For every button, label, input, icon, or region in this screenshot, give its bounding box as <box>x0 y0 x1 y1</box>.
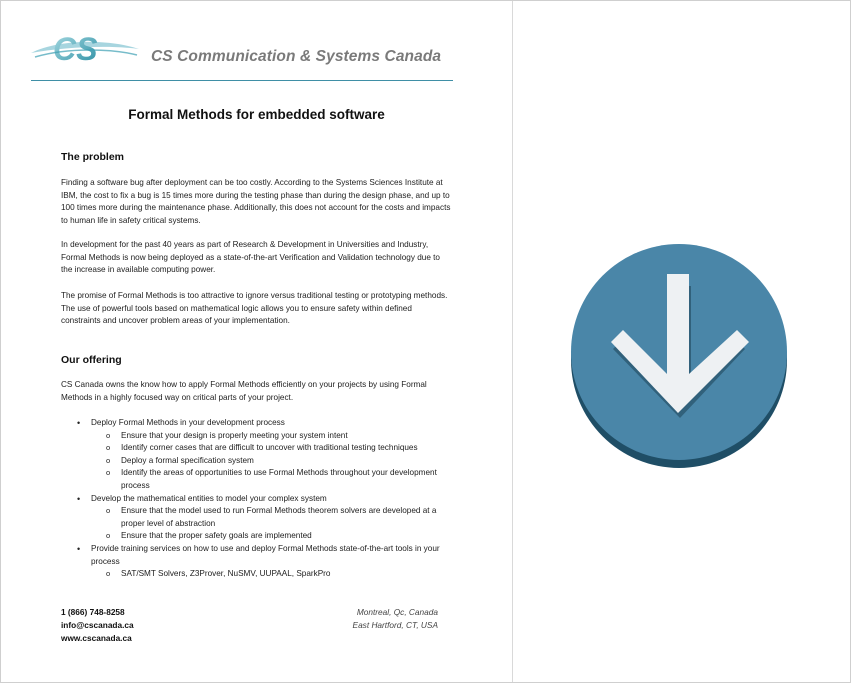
list-item: • Provide training services on how to use and deploy Formal Methods state-of-the-art tools in your process <box>61 543 451 568</box>
offering-list <box>61 417 451 581</box>
problem-paragraph-3: The promise of Formal Methods is too attractive to ignore versus traditional testing or prototyping methods. The use of powerful tools based on mathematical logic allows you to ensure safety within defined constraints and uncover problem areas of your implementation. <box>61 291 448 326</box>
location-east-hartford: East Hartford, CT, USA <box>352 620 438 631</box>
problem-paragraph-2: In development for the past 40 years as part of Research & Development in Universities and Industry, Formal Methods is now being deployed as a state-of-the-art Verification and Validation technology due to the increase in available computing power. <box>61 240 440 275</box>
website-url: www.cscanada.ca <box>61 633 132 644</box>
sub-list-item: o Identify corner cases that are difficult to uncover with traditional testing techniques <box>61 442 451 455</box>
cs-logo <box>29 29 141 69</box>
sub-list-item: o SAT/SMT Solvers, Z3Prover, NuSMV, UUPAAL, SparkPro <box>61 568 451 581</box>
header-rule <box>31 80 453 81</box>
sub-list-item: o Deploy a formal specification system <box>61 455 451 468</box>
document-title: Formal Methods for embedded software <box>128 107 385 122</box>
company-name: CS Communication & Systems Canada <box>151 48 442 65</box>
document-page <box>1 1 512 682</box>
problem-paragraph-1: Finding a software bug after deployment can be too costly. According to the Systems Sciences Institute at IBM, the cost to fix a bug is 15 times more during the testing phase than during the design phase, and up to 100 times more during the maintenance phase. Additionally, this does not account for the costs and impacts to human life in safety critical systems. <box>61 178 451 225</box>
offering-intro: CS Canada owns the know how to apply Formal Methods efficiently on your projects by using Formal Methods in a highly focused way on critical parts of your project. <box>61 380 427 402</box>
office-locations <box>353 606 438 632</box>
list-item: • Develop the mathematical entities to model your complex system <box>61 493 451 506</box>
list-item: • Deploy Formal Methods in your development process <box>61 417 451 430</box>
sub-list-item: o Ensure that the proper safety goals are implemented <box>61 530 451 543</box>
svg-text:CS: CS <box>53 31 98 67</box>
email-address: info@cscanada.ca <box>61 620 134 631</box>
offering-heading: Our offering <box>61 354 122 366</box>
phone-number: 1 (866) 748-8258 <box>61 607 125 617</box>
contact-info <box>61 606 134 646</box>
sub-list-item: o Ensure that your design is properly meeting your system intent <box>61 430 451 443</box>
problem-heading: The problem <box>61 151 125 163</box>
location-montreal: Montreal, Qc, Canada <box>356 607 438 617</box>
download-arrow-icon[interactable] <box>567 243 792 468</box>
sub-list-item: o Ensure that the model used to run Formal Methods theorem solvers are developed at a proper level of abstraction <box>61 505 451 530</box>
sub-list-item: o Identify the areas of opportunities to use Formal Methods throughout your development process <box>61 467 451 492</box>
